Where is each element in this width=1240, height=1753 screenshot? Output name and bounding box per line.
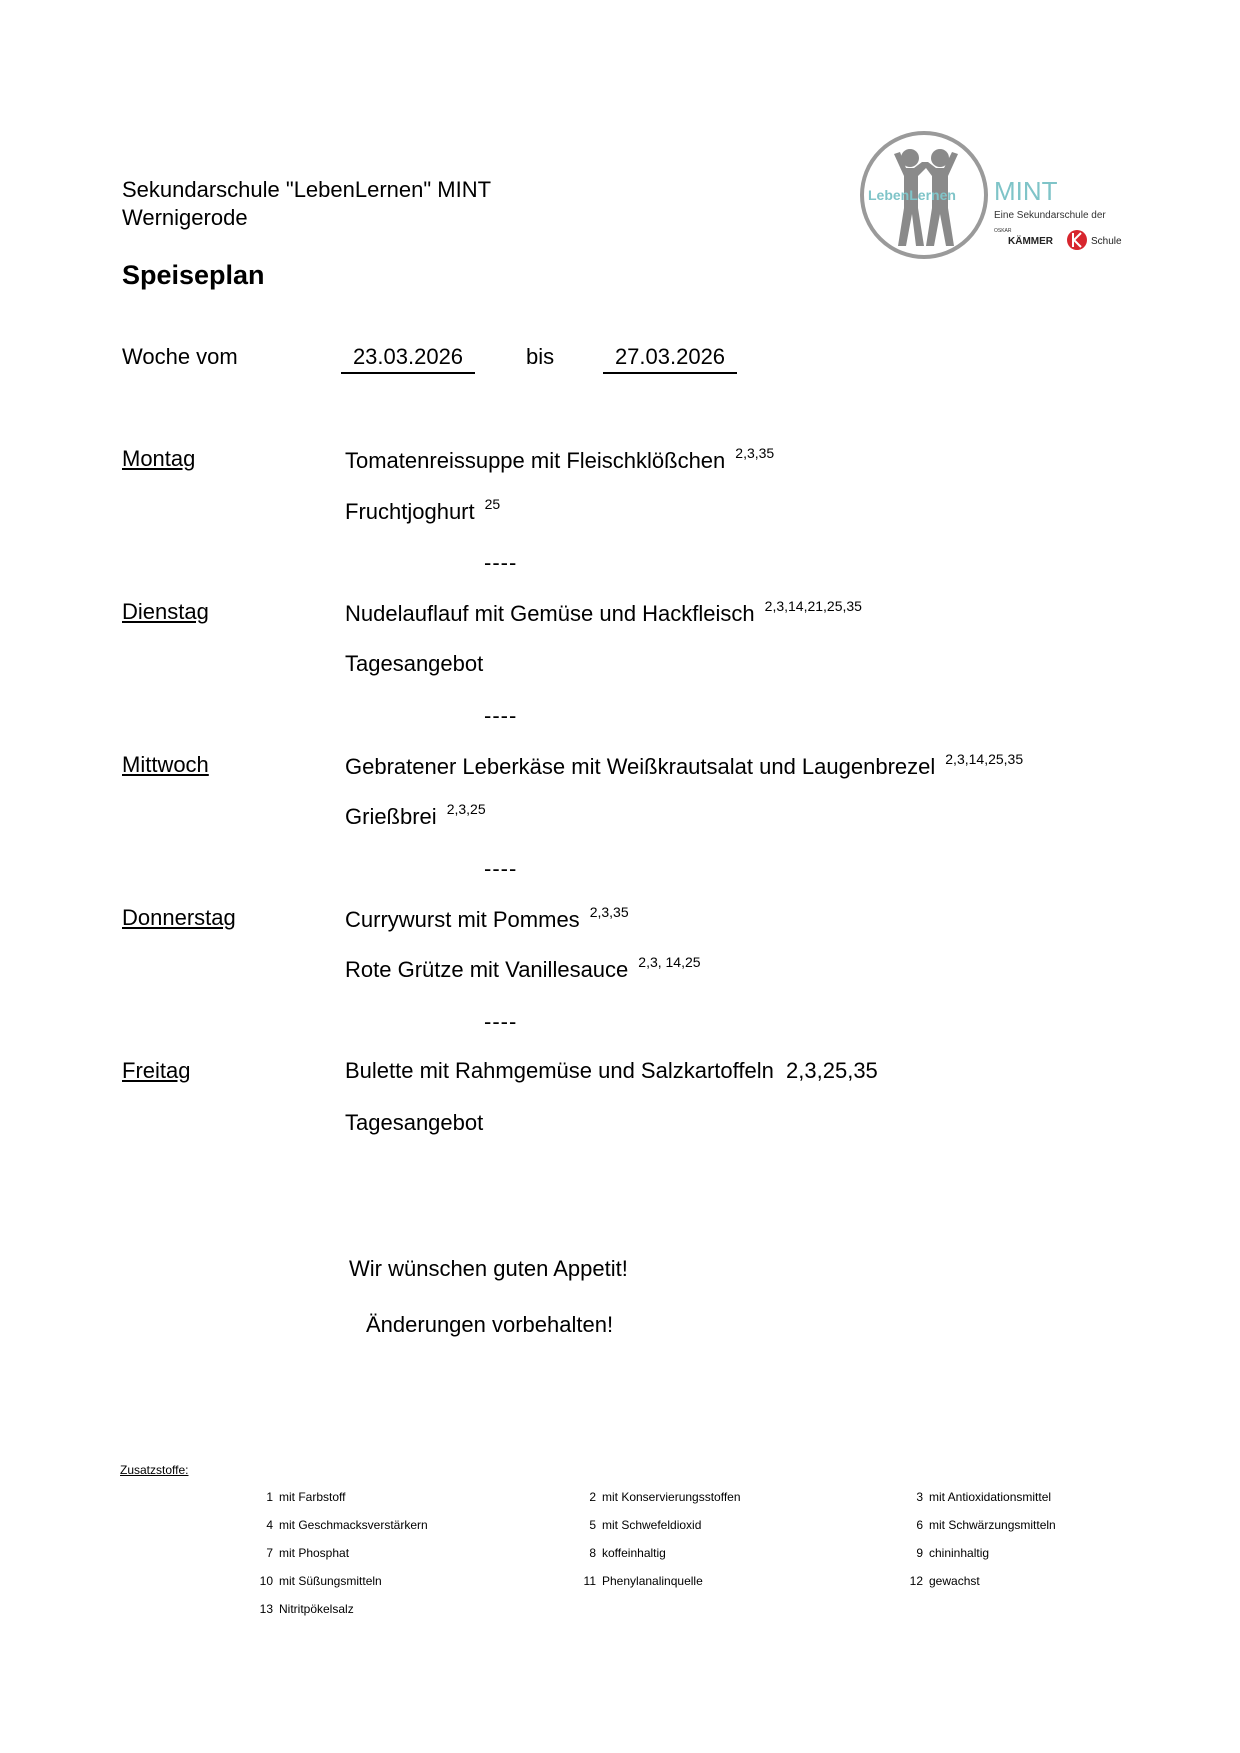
dish-monday-second <box>345 496 501 525</box>
week-end-date: 27.03.2026 <box>603 344 737 374</box>
legend-item <box>243 1518 428 1532</box>
day-friday: Freitag <box>122 1058 191 1083</box>
legend-number: 5 <box>589 1518 596 1532</box>
dish-name: Rote Grütze mit Vanillesauce <box>345 957 629 982</box>
legend-item <box>243 1574 382 1588</box>
legend-text: mit Geschmacksverstärkern <box>279 1518 428 1532</box>
week-to-label: bis <box>526 344 555 369</box>
legend-text: mit Schwärzungsmitteln <box>929 1518 1056 1532</box>
legend-number: 10 <box>259 1574 273 1588</box>
day-monday: Montag <box>122 446 196 471</box>
legend-text: mit Antioxidationsmittel <box>929 1490 1052 1504</box>
legend-item <box>566 1546 666 1560</box>
legend-item <box>893 1490 1051 1504</box>
dish-thursday-main <box>345 904 629 933</box>
legend-text: chininhaltig <box>929 1546 990 1560</box>
additive-codes: 2,3,25 <box>446 801 486 817</box>
kaemmer-mark-icon <box>1067 230 1087 250</box>
legend-number: 4 <box>266 1518 273 1532</box>
closing-greeting: Wir wünschen guten Appetit! <box>349 1256 628 1281</box>
logo-mint-text: MINT <box>994 176 1058 206</box>
separator: ---- <box>484 1009 518 1034</box>
dish-wednesday-second <box>345 801 486 830</box>
additive-codes: 2,3,14,25,35 <box>945 751 1024 767</box>
dish-name: Grießbrei <box>345 804 437 829</box>
dish-tuesday-second <box>345 651 483 677</box>
legend-item <box>566 1518 701 1532</box>
dish-monday-main <box>345 445 775 474</box>
week-start-date: 23.03.2026 <box>341 344 475 374</box>
school-logo <box>860 128 1130 262</box>
legend-number: 6 <box>916 1518 923 1532</box>
dish-name: Tagesangebot <box>345 1110 484 1135</box>
dish-name: Fruchtjoghurt <box>345 499 475 524</box>
separator: ---- <box>484 856 518 881</box>
legend-item <box>243 1546 349 1560</box>
legend-text: mit Süßungsmitteln <box>279 1574 382 1588</box>
day-wednesday: Mittwoch <box>122 752 209 777</box>
separator: ---- <box>484 550 518 575</box>
legend-number: 3 <box>916 1490 923 1504</box>
logo-schule: Schule <box>1091 236 1122 247</box>
logo-kaemmer: KÄMMER <box>1008 236 1053 247</box>
separator: ---- <box>484 703 518 728</box>
legend-number: 1 <box>266 1490 273 1504</box>
logo-small: OSKAR <box>994 228 1012 234</box>
legend-item <box>893 1574 980 1588</box>
dish-name: Gebratener Leberkäse mit Weißkrautsalat und Laugenbrezel <box>345 754 936 779</box>
legend-number: 13 <box>259 1602 273 1616</box>
dish-name: Bulette mit Rahmgemüse und Salzkartoffeln 2,3,25,35 <box>345 1058 878 1083</box>
legend-item <box>243 1490 345 1504</box>
school-name-line1: Sekundarschule "LebenLernen" MINT <box>122 177 492 202</box>
legend-number: 2 <box>589 1490 596 1504</box>
legend-text: gewachst <box>929 1574 980 1588</box>
day-thursday: Donnerstag <box>122 905 236 930</box>
logo-graphic <box>860 128 1130 262</box>
school-name <box>122 176 491 232</box>
legend-number: 8 <box>589 1546 596 1560</box>
dish-name: Tagesangebot <box>345 651 484 676</box>
dish-name: Tomatenreissuppe mit Fleischklößchen <box>345 448 726 473</box>
legend-text: mit Schwefeldioxid <box>602 1518 702 1532</box>
additive-codes: 2,3, 14,25 <box>638 954 701 970</box>
legend-text: koffeinhaltig <box>602 1546 666 1560</box>
legend-item <box>893 1518 1056 1532</box>
legend-text: mit Farbstoff <box>279 1490 346 1504</box>
legend-text: Nitritpökelsalz <box>279 1602 354 1616</box>
additive-codes: 2,3,35 <box>735 445 775 461</box>
legend-item <box>566 1574 703 1588</box>
school-city: Wernigerode <box>122 205 248 230</box>
additive-codes: 2,3,35 <box>589 904 629 920</box>
legend-text: mit Phosphat <box>279 1546 350 1560</box>
logo-brand-text: LebenLernen <box>868 187 956 203</box>
page-title: Speiseplan <box>122 260 265 290</box>
legend-number: 7 <box>266 1546 273 1560</box>
legend-number: 12 <box>909 1574 923 1588</box>
dish-name: Nudelauflauf mit Gemüse und Hackfleisch <box>345 601 755 626</box>
dish-thursday-second <box>345 954 701 983</box>
legend-item <box>243 1602 354 1616</box>
legend-number: 11 <box>583 1574 596 1588</box>
legend-number: 9 <box>916 1546 923 1560</box>
legend-item <box>566 1490 741 1504</box>
legend-item <box>893 1546 989 1560</box>
dish-tuesday-main <box>345 598 862 627</box>
additive-codes: 25 <box>484 496 501 512</box>
logo-line1: Eine Sekundarschule der <box>994 210 1106 221</box>
dish-wednesday-main <box>345 751 1024 780</box>
additive-codes: 2,3,14,21,25,35 <box>764 598 862 614</box>
week-label: Woche vom <box>122 344 238 369</box>
closing-disclaimer: Änderungen vorbehalten! <box>366 1312 614 1337</box>
legend-text: Phenylanalinquelle <box>602 1574 703 1588</box>
dish-friday-main <box>345 1058 878 1084</box>
additives-heading: Zusatzstoffe: <box>120 1463 189 1477</box>
day-tuesday: Dienstag <box>122 599 209 624</box>
dish-friday-second <box>345 1110 483 1136</box>
dish-name: Currywurst mit Pommes <box>345 907 580 932</box>
legend-text: mit Konservierungsstoffen <box>602 1490 741 1504</box>
